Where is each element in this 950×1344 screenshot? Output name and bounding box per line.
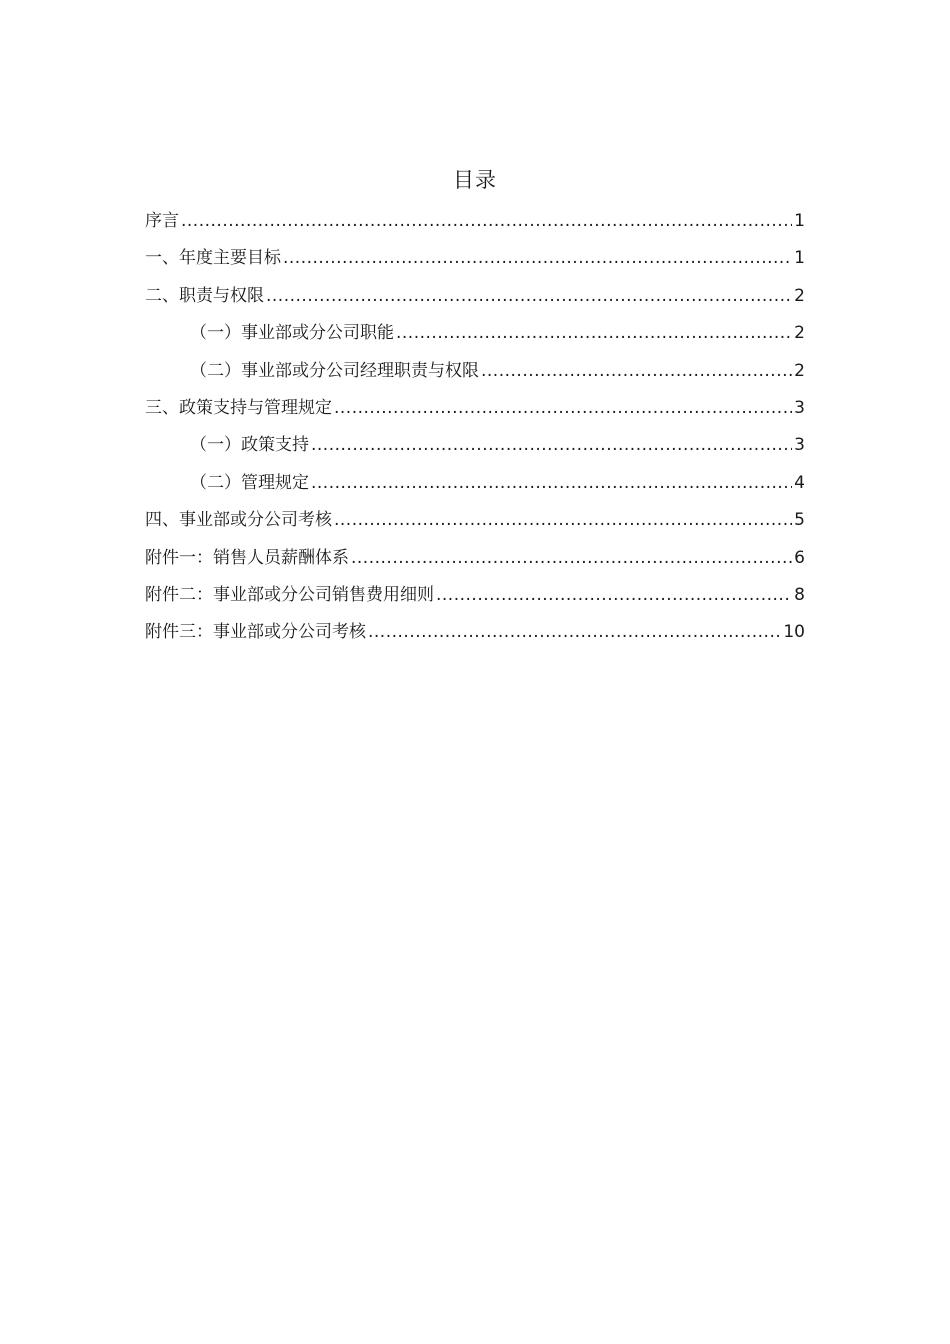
- toc-dot-leader: [283, 240, 792, 277]
- toc-dot-leader: [481, 353, 792, 390]
- toc-entry-label: 四、事业部或分公司考核: [145, 510, 332, 531]
- toc-entry-label: （二）管理规定: [190, 472, 309, 493]
- toc-page-number: 3: [794, 397, 805, 418]
- toc-entry-label: 附件二：事业部或分公司销售费用细则: [145, 584, 434, 605]
- toc-entry[interactable]: [145, 577, 805, 614]
- toc-entry[interactable]: [145, 614, 805, 651]
- toc-entry[interactable]: [145, 353, 805, 390]
- toc-dot-leader: [396, 315, 792, 352]
- table-of-contents: [145, 203, 805, 652]
- toc-dot-leader: [266, 278, 792, 315]
- toc-entry[interactable]: [145, 278, 805, 315]
- toc-page-number: 1: [794, 211, 805, 231]
- toc-dot-leader: [334, 502, 792, 539]
- toc-entry[interactable]: [145, 465, 805, 502]
- toc-dot-leader: [351, 540, 792, 577]
- toc-entry-label: （二）事业部或分公司经理职责与权限: [190, 360, 479, 381]
- toc-page-number: 5: [794, 510, 805, 531]
- toc-entry[interactable]: [145, 315, 805, 352]
- toc-entry[interactable]: [145, 502, 805, 539]
- toc-entry[interactable]: [145, 240, 805, 277]
- toc-entry-label: （一）政策支持: [190, 435, 309, 456]
- toc-entry[interactable]: [145, 427, 805, 464]
- toc-page-number: 2: [794, 360, 805, 381]
- toc-page-number: 4: [794, 472, 805, 493]
- toc-page-number: 2: [794, 285, 805, 306]
- toc-page-number: 1: [794, 248, 805, 269]
- toc-dot-leader: [181, 203, 792, 240]
- toc-page-number: 3: [794, 435, 805, 456]
- toc-entry[interactable]: [145, 390, 805, 427]
- toc-title: 目录: [453, 168, 497, 192]
- toc-dot-leader: [311, 465, 792, 502]
- toc-entry-label: 序言: [145, 211, 179, 231]
- toc-page-number: 8: [794, 584, 805, 605]
- toc-entry-label: 二、职责与权限: [145, 285, 264, 306]
- toc-dot-leader: [436, 577, 792, 614]
- toc-entry-label: 附件三：事业部或分公司考核: [145, 622, 366, 643]
- toc-dot-leader: [334, 390, 792, 427]
- toc-entry-label: 一、年度主要目标: [145, 248, 281, 269]
- toc-entry[interactable]: [145, 540, 805, 577]
- toc-page-number: 10: [783, 622, 805, 643]
- toc-entry[interactable]: [145, 203, 805, 240]
- toc-entry-label: （一）事业部或分公司职能: [190, 323, 394, 344]
- toc-page-number: 6: [794, 547, 805, 568]
- toc-entry-label: 三、政策支持与管理规定: [145, 397, 332, 418]
- toc-page-number: 2: [794, 323, 805, 344]
- toc-dot-leader: [368, 614, 781, 651]
- toc-dot-leader: [311, 427, 792, 464]
- toc-entry-label: 附件一：销售人员薪酬体系: [145, 547, 349, 568]
